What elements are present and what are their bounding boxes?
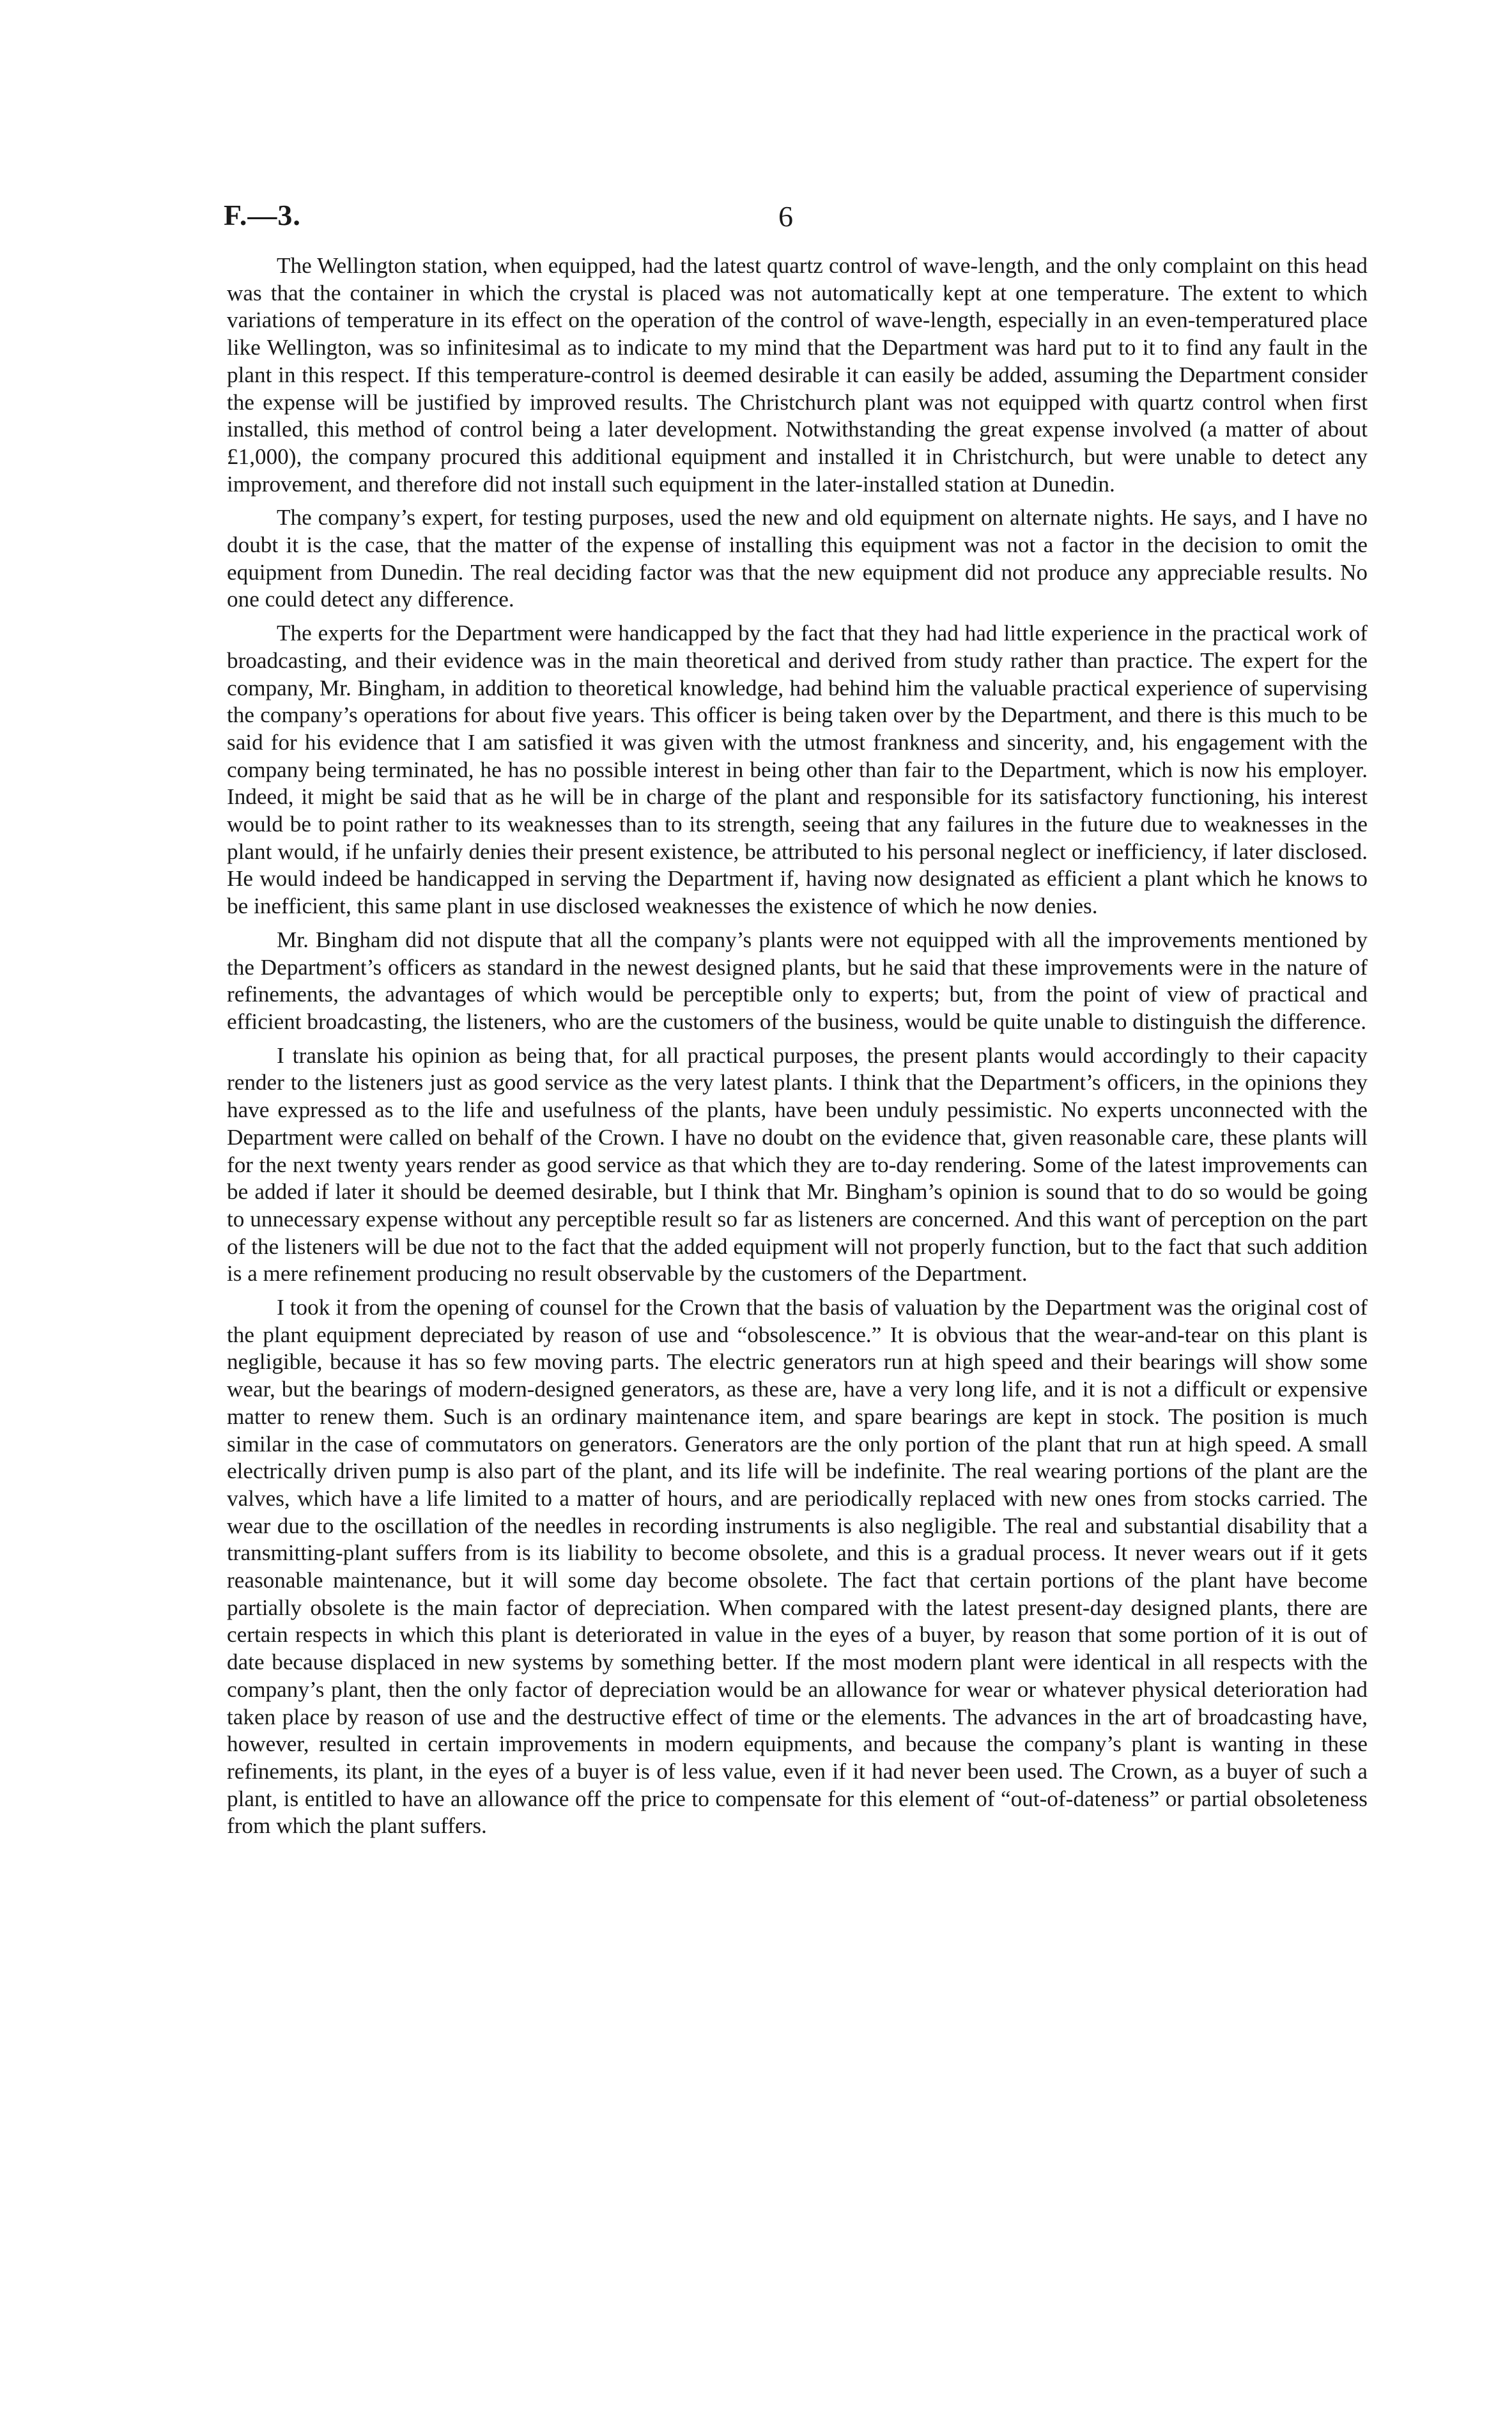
paragraph-company-expert: The company’s expert, for testing purposes, used the new and old equipment on alternate nights. He says, and I have no doubt it is the case, that the matter of the expense of installing this equipment was not a factor in the decision to omit the equipment from Dunedin. The real deciding factor was that the new equipment did not produce any appreciable results. No one could detect any difference. bbox=[227, 505, 1368, 612]
body-text bbox=[227, 252, 1368, 1846]
paragraph-opinion-translation: I translate his opinion as being that, for all practical purposes, the present plants would accordingly to their capacity render to the listeners just as good service as the very latest plants. I think that the Department’s officers, in the opinions they have expressed as to the life and usefulness of the plants, have been unduly pessimistic. No experts unconnected with the Department were called on behalf of the Crown. I have no doubt on the evidence that, given reasonable care, these plants will for the next twenty years render as good service as that which they are to-day rendering. Some of the latest improvements can be added if later it should be deemed desirable, but I think that Mr. Bingham’s opinion is sound that to do so would be going to unnecessary expense without any perceptible result so far as listeners are concerned. And this want of perception on the part of the listeners will be due not to the fact that the added equipment will not properly function, but to the fact that such addition is a mere refinement producing no result observable by the customers of the Department. bbox=[227, 1042, 1368, 1287]
page-number: 6 bbox=[778, 200, 793, 233]
document-reference: F.—3. bbox=[224, 199, 301, 231]
paragraph-valuation-basis: I took it from the opening of counsel for the Crown that the basis of valuation by the Department was the original cost of the plant equipment depreciated by reason of use and “obsolescence.” It is obvious that the wear-and-tear on this plant is negligible, because it has so few moving parts. The electric generators run at high speed and their bearings will show some wear, but the bearings of modern-designed generators, as these are, have a very long life, and it is not a difficult or expensive matter to renew them. Such is an ordinary maintenance item, and spare bearings are kept in stock. The position is much similar in the case of commutators on generators. Generators are the only portion of the plant that run at high speed. A small electrically driven pump is also part of the plant, and its life will be indefinite. The real wearing portions of the plant are the valves, which have a life limited to a matter of hours, and are periodically replaced with new ones from stocks carried. The wear due to the oscillation of the needles in recording instruments is also negligible. The real and substantial disability that a transmitting-plant suffers from is its liability to become obsolete, and this is a gradual process. It never wears out if it gets reasonable maintenance, but it will some day become obsolete. The fact that certain portions of the plant have become partially obsolete is the main factor of depreciation. When compared with the latest present-day designed plants, there are certain respects in which this plant is deteriorated in value in the eyes of a buyer, by reason that some portion of it is out of date because displaced in new systems by something better. If the most modern plant were identical in all respects with the company’s plant, then the only factor of depreciation would be an allowance for wear or whatever physical deterioration had taken place by reason of use and the destructive effect of time or the elements. The advances in the art of broadcasting have, however, resulted in certain improvements in modern equipments, and because the company’s plant is wanting in these refinements, its plant, in the eyes of a buyer is of less value, even if it had never been used. The Crown, as a buyer of such a plant, is entitled to have an allowance off the price to compensate for this element of “out-of-dateness” or partial obsoleteness from which the plant suffers. bbox=[227, 1295, 1368, 1839]
paragraph-bingham-improvements: Mr. Bingham did not dispute that all the company’s plants were not equipped with all the improvements mentioned by the Department’s officers as standard in the newest designed plants, but he said that these improvements were in the nature of refinements, the advantages of which would be perceptible only to experts; but, from the point of view of practical and efficient broadcasting, the listeners, who are the customers of the business, would be quite unable to distinguish the difference. bbox=[227, 927, 1368, 1034]
paragraph-department-experts: The experts for the Department were handicapped by the fact that they had had little experience in the practical work of broadcasting, and their evidence was in the main theoretical and derived from study rather than practice. The expert for the company, Mr. Bingham, in addition to theoretical knowledge, had behind him the valuable practical experience of supervising the company’s operations for about five years. This officer is being taken over by the Department, and there is this much to be said for his evidence that I am satisfied it was given with the utmost frankness and sincerity, and, his engagement with the company being terminated, he has no possible interest in being other than fair to the Department, which is now his employer. Indeed, it might be said that as he will be in charge of the plant and responsible for its satisfactory functioning, his interest would be to point rather to its weaknesses than to its strength, seeing that any failures in the future due to weaknesses in the plant would, if he unfairly denies their present existence, be attributed to his personal neglect or inefficiency, if later disclosed. He would indeed be handicapped in serving the Department if, having now designated as efficient a plant which he knows to be inefficient, this same plant in use disclosed weaknesses the existence of which he now denies. bbox=[227, 621, 1368, 919]
paragraph-wellington-station: The Wellington station, when equipped, had the latest quartz control of wave-length, and the only complaint on this head was that the container in which the crystal is placed was not automatically kept at one temperature. The extent to which variations of temperature in its effect on the operation of the control of wave-length, especially in an even-temperatured place like Wellington, was so infinitesimal as to indicate to my mind that the Department was hard put to it to find any fault in the plant in this respect. If this temperature-control is deemed desirable it can easily be added, assuming the Department consider the expense will be justified by improved results. The Christchurch plant was not equipped with quartz control when first installed, this method of control being a later development. Notwithstanding the great expense involved (a matter of about £1,000), the company procured this additional equipment and installed it in Christchurch, but were unable to detect any improvement, and therefore did not install such equipment in the later-installed station at Dunedin. bbox=[227, 253, 1368, 497]
